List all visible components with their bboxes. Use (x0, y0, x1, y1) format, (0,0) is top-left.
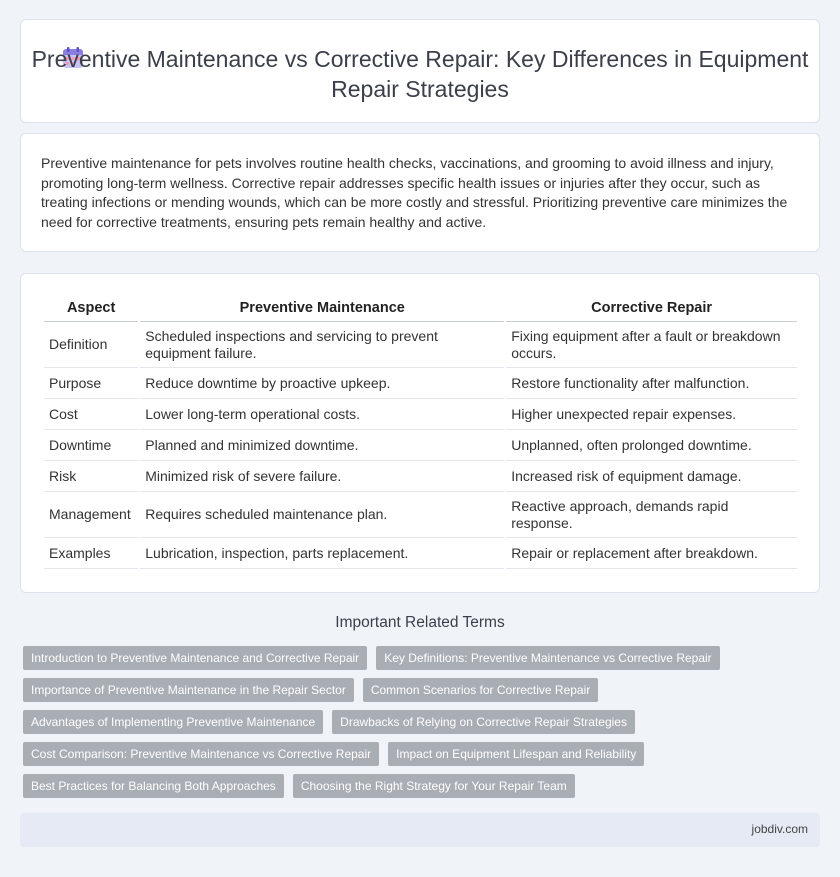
corrective-cell: Restore functionality after malfunction. (506, 368, 797, 399)
page-title: Preventive Maintenance vs Corrective Repair: Key Differences in Equipment Repair Strategies (31, 46, 809, 102)
related-term-tag[interactable]: Drawbacks of Relying on Corrective Repair Strategies (332, 710, 635, 734)
title-card (20, 19, 820, 123)
corrective-cell: Unplanned, often prolonged downtime. (506, 430, 797, 461)
preventive-cell: Lubrication, inspection, parts replacement. (140, 538, 504, 569)
preventive-cell: Requires scheduled maintenance plan. (140, 492, 504, 538)
aspect-cell: Purpose (44, 368, 138, 399)
table-row (44, 492, 797, 538)
corrective-cell: Reactive approach, demands rapid response. (506, 492, 797, 538)
table-header-row (44, 294, 797, 322)
table-row (44, 461, 797, 492)
related-terms-list (23, 646, 823, 806)
related-term-tag[interactable]: Choosing the Right Strategy for Your Repair Team (293, 774, 575, 798)
table-row (44, 368, 797, 399)
header-aspect: Aspect (44, 294, 138, 322)
aspect-cell: Definition (44, 322, 138, 368)
aspect-cell: Cost (44, 399, 138, 430)
header-preventive: Preventive Maintenance (140, 294, 504, 322)
preventive-cell: Lower long-term operational costs. (140, 399, 504, 430)
corrective-cell: Fixing equipment after a fault or breakdown occurs. (506, 322, 797, 368)
related-term-tag[interactable]: Impact on Equipment Lifespan and Reliability (388, 742, 644, 766)
corrective-cell: Higher unexpected repair expenses. (506, 399, 797, 430)
corrective-cell: Repair or replacement after breakdown. (506, 538, 797, 569)
aspect-cell: Management (44, 492, 138, 538)
aspect-cell: Risk (44, 461, 138, 492)
related-term-tag[interactable]: Best Practices for Balancing Both Approaches (23, 774, 284, 798)
intro-paragraph: Preventive maintenance for pets involves routine health checks, vaccinations, and grooming to avoid illness and injury, promoting long-term wellness. Corrective repair addresses specific health issues or injuries after they occur, such as treating infections or mending wounds, which can be more costly and stressful. Prioritizing preventive care minimizes the need for corrective treatments, ensuring pets remain healthy and active. (41, 155, 788, 230)
aspect-cell: Examples (44, 538, 138, 569)
preventive-cell: Scheduled inspections and servicing to prevent equipment failure. (140, 322, 504, 368)
preventive-cell: Minimized risk of severe failure. (140, 461, 504, 492)
header-corrective: Corrective Repair (506, 294, 797, 322)
preventive-cell: Planned and minimized downtime. (140, 430, 504, 461)
comparison-table (42, 294, 799, 569)
table-row (44, 322, 797, 368)
table-row (44, 399, 797, 430)
related-terms-title: Important Related Terms (335, 614, 505, 631)
related-term-tag[interactable]: Common Scenarios for Corrective Repair (363, 678, 598, 702)
related-term-tag[interactable]: Key Definitions: Preventive Maintenance vs Corrective Repair (376, 646, 719, 670)
related-term-tag[interactable]: Introduction to Preventive Maintenance and Corrective Repair (23, 646, 367, 670)
footer (20, 813, 820, 847)
table-row (44, 538, 797, 569)
related-term-tag[interactable]: Cost Comparison: Preventive Maintenance vs Corrective Repair (23, 742, 379, 766)
intro-card (20, 133, 820, 252)
preventive-cell: Reduce downtime by proactive upkeep. (140, 368, 504, 399)
table-row (44, 430, 797, 461)
site-link[interactable]: jobdiv.com (751, 822, 808, 836)
related-term-tag[interactable]: Importance of Preventive Maintenance in the Repair Sector (23, 678, 354, 702)
aspect-cell: Downtime (44, 430, 138, 461)
corrective-cell: Increased risk of equipment damage. (506, 461, 797, 492)
related-term-tag[interactable]: Advantages of Implementing Preventive Maintenance (23, 710, 323, 734)
comparison-card (20, 273, 820, 593)
